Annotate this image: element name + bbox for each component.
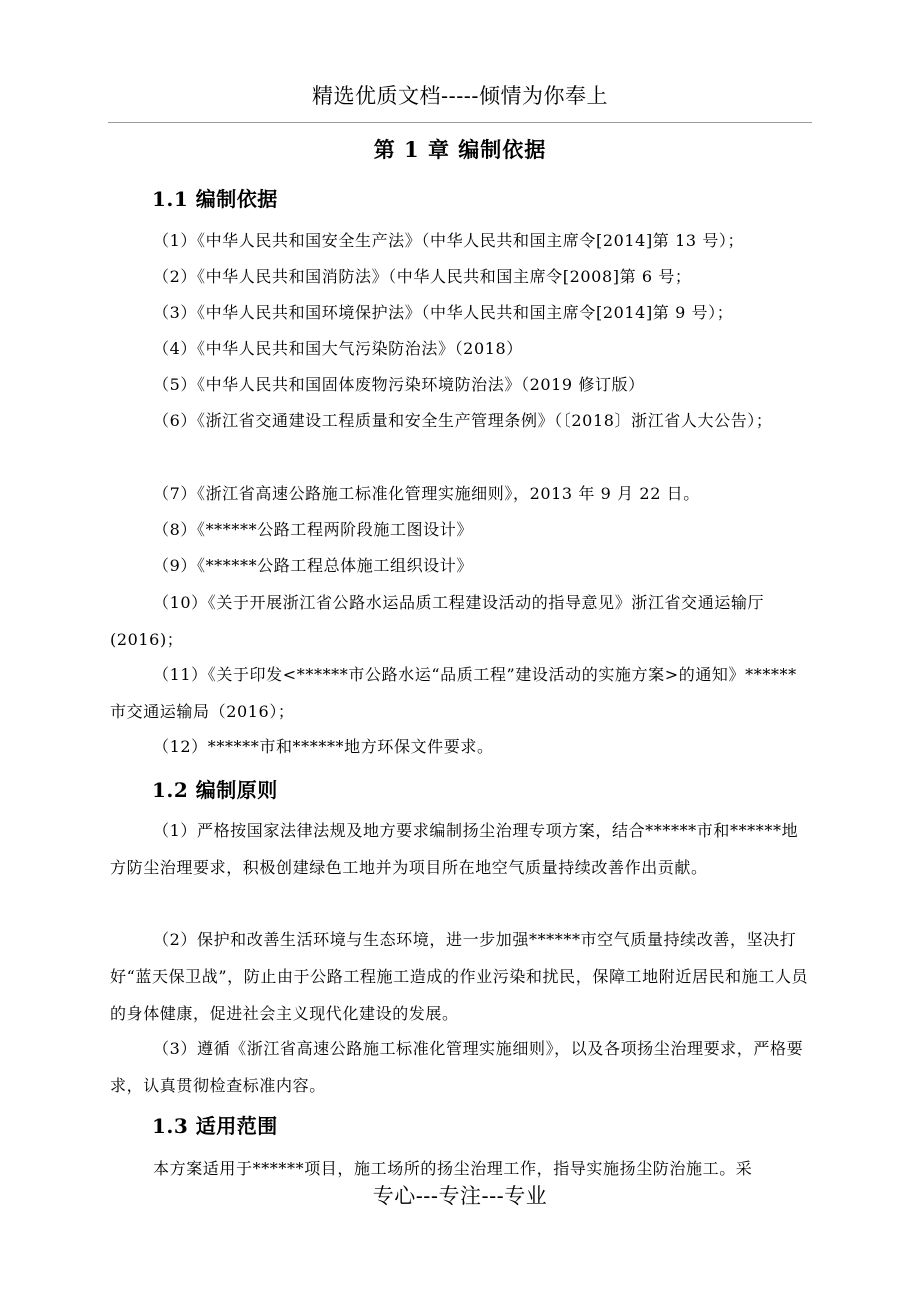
list-item: （7）《浙江省高速公路施工标准化管理实施细则》，2013 年 9 月 22 日。 — [153, 484, 700, 503]
list-item: （3）遵循《浙江省高速公路施工标准化管理实施细则》，以及各项扬尘治理要求，严格要求，认真贯彻检查标准内容。 — [110, 1039, 804, 1095]
list-item: （10）《关于开展浙江省公路水运品质工程建设活动的指导意见》浙江省交通运输厅(2016)； — [110, 593, 765, 649]
list-item: （4）《中华人民共和国大气污染防治法》（2018） — [153, 339, 523, 358]
list-item: （5）《中华人民共和国固体废物污染环境防治法》（2019 修订版） — [153, 375, 645, 394]
list-item: （1）严格按国家法律法规及地方要求编制扬尘治理专项方案，结合******市和******地方防尘治理要求，积极创建绿色工地并为项目所在地空气质量持续改善作出贡献。 — [110, 821, 799, 877]
page-footer: 专心---专注---专业 — [372, 1184, 548, 1208]
body-paragraph: 本方案适用于******项目，施工场所的扬尘治理工作，指导实施扬尘防治施工。采 — [153, 1159, 753, 1178]
list-item: （9）《******公路工程总体施工组织设计》 — [153, 556, 473, 575]
list-item: （11）《关于印发<******市公路水运“品质工程”建设活动的实施方案>的通知》******市交通运输局（2016）； — [110, 665, 797, 721]
section-heading-1-3: 1.3 适用范围 — [152, 1114, 278, 1138]
list-item: （1）《中华人民共和国安全生产法》（中华人民共和国主席令[2014]第 13 号）； — [153, 231, 745, 250]
list-item: （12）******市和******地方环保文件要求。 — [153, 737, 494, 756]
chapter-title: 第 1 章 编制依据 — [373, 137, 547, 162]
section-heading-1-1: 1.1 编制依据 — [152, 187, 278, 211]
list-item: （2）《中华人民共和国消防法》（中华人民共和国主席令[2008]第 6 号； — [153, 267, 692, 286]
list-item: （6）《浙江省交通建设工程质量和安全生产管理条例》（〔2018〕浙江省人大公告）； — [153, 411, 773, 430]
page-header: 精选优质文档-----倾情为你奉上 — [312, 84, 608, 108]
header-divider — [108, 122, 812, 123]
list-item: （8）《******公路工程两阶段施工图设计》 — [153, 520, 473, 539]
list-item: （2）保护和改善生活环境与生态环境，进一步加强******市空气质量持续改善，坚决打好“蓝天保卫战”，防止由于公路工程施工造成的作业污染和扰民，保障工地附近居民和施工人员的身体健康，促进社会主义现代化建设的发展。 — [110, 930, 809, 1023]
section-heading-1-2: 1.2 编制原则 — [152, 778, 278, 802]
list-item: （3）《中华人民共和国环境保护法》（中华人民共和国主席令[2014]第 9 号）； — [153, 303, 734, 322]
